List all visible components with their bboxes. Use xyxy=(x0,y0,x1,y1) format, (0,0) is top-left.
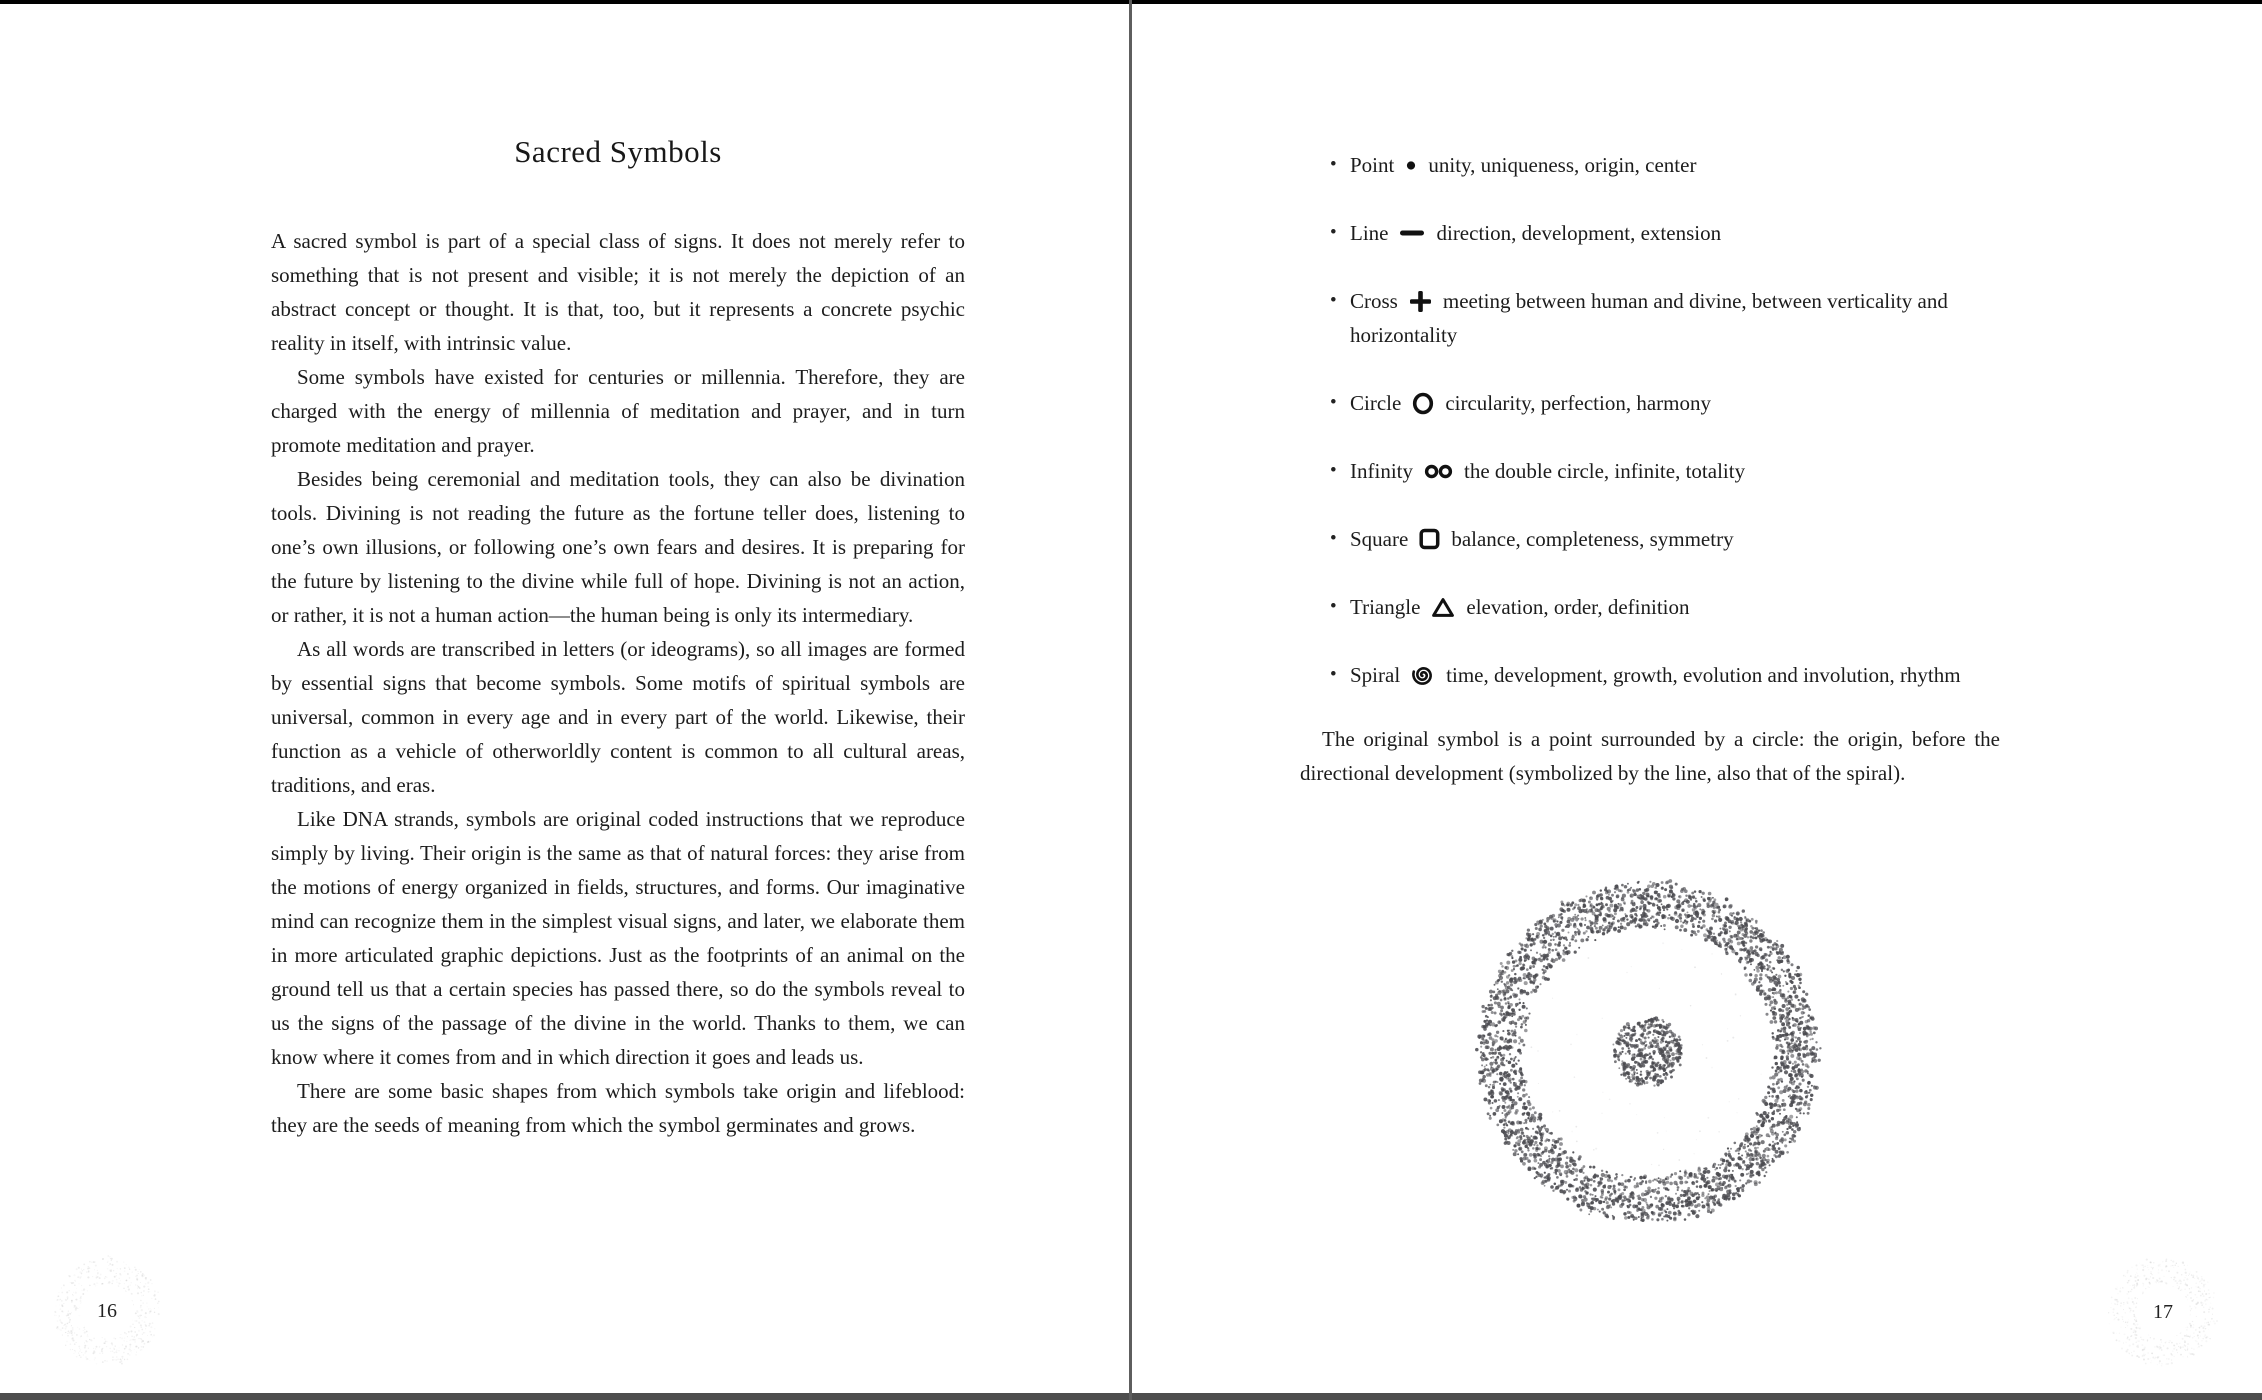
symbol-name: Square xyxy=(1350,527,1409,551)
symbol-list-item xyxy=(1330,216,2000,250)
bullet-icon: • xyxy=(1330,154,1337,175)
symbol-list-item xyxy=(1330,148,2000,182)
symbol-list-item xyxy=(1330,454,2000,488)
bullet-icon: • xyxy=(1330,222,1337,243)
symbol-name: Cross xyxy=(1350,289,1398,313)
bullet-icon: • xyxy=(1330,290,1337,311)
cross-symbol-icon xyxy=(1409,290,1432,313)
symbol-name: Circle xyxy=(1350,391,1402,415)
bullet-icon: • xyxy=(1330,664,1337,685)
infinity-symbol-icon xyxy=(1424,464,1453,479)
symbol-description: the double circle, infinite, totality xyxy=(1464,459,1746,483)
symbol-list-item xyxy=(1330,590,2000,624)
page-number: 17 xyxy=(2153,1300,2173,1323)
page-gutter-divider xyxy=(1129,0,1132,1400)
page-number-left-wrap xyxy=(47,1251,167,1371)
triangle-symbol-icon xyxy=(1431,597,1455,618)
page-title: Sacred Symbols xyxy=(514,134,722,169)
spiral-symbol-icon xyxy=(1411,663,1435,687)
symbol-description: balance, completeness, symmetry xyxy=(1451,527,1734,551)
symbol-list-item xyxy=(1330,658,2000,692)
paragraph: A sacred symbol is part of a special class of signs. It does not merely refer to something that is not present and visible; it is not merely the depiction of an abstract concept or thought. It is that, too, but it represents a concrete psychic reality in itself, with intrinsic value. xyxy=(271,229,965,355)
symbol-description: circularity, perfection, harmony xyxy=(1445,391,1712,415)
symbol-description: direction, development, extension xyxy=(1436,221,1722,245)
bullet-icon: • xyxy=(1330,392,1337,413)
symbol-name: Spiral xyxy=(1350,663,1401,687)
paragraph: Besides being ceremonial and meditation tools, they can also be divination tools. Divining is not reading the future as the fortune teller does, listening to one’s own illusions, or following one’s own fears and desires. It is preparing for the future by listening to the divine while full of hope. Divining is not an action, or rather, it is not a human action—the human being is only its intermediary. xyxy=(271,467,965,627)
paragraph: As all words are transcribed in letters (or ideograms), so all images are formed by essential signs that become symbols. Some motifs of spiritual symbols are universal, common in every age and in every part of the world. Likewise, their function as a vehicle of otherworldly content is common to all cultural areas, traditions, and eras. xyxy=(271,637,965,797)
symbol-name: Line xyxy=(1350,221,1389,245)
symbol-name: Infinity xyxy=(1350,459,1413,483)
symbol-name: Triangle xyxy=(1350,595,1421,619)
symbol-description: time, development, growth, evolution and involution, rhythm xyxy=(1446,663,1961,687)
symbol-list-item xyxy=(1330,386,2000,420)
bullet-icon: • xyxy=(1330,460,1337,481)
symbol-name: Point xyxy=(1350,153,1395,177)
page-number-right-wrap xyxy=(2103,1252,2223,1372)
symbol-list-item xyxy=(1330,522,2000,556)
paragraph: There are some basic shapes from which symbols take origin and lifeblood: they are the seeds of meaning from which the symbol germinates and grows. xyxy=(271,1079,965,1137)
symbol-list-item xyxy=(1330,284,2000,352)
point-in-circle-figure xyxy=(1448,852,1848,1252)
symbol-description: meeting between human and divine, between verticality and horizontality xyxy=(1350,289,1948,347)
bullet-icon: • xyxy=(1330,528,1337,549)
square-symbol-icon xyxy=(1419,528,1440,550)
line-symbol-icon xyxy=(1399,229,1425,237)
bullet-icon: • xyxy=(1330,596,1337,617)
symbol-description: elevation, order, definition xyxy=(1466,595,1690,619)
right-page-text-block xyxy=(1300,148,2000,790)
left-page-text-block xyxy=(271,134,965,1142)
symbol-list xyxy=(1330,148,2000,692)
circle-symbol-icon xyxy=(1412,392,1434,415)
paragraph: Like DNA strands, symbols are original coded instructions that we reproduce simply by living. Their origin is the same as that of natural forces: they arise from the motions of energy organized in fields, structures, and forms. Our imaginative mind can recognize them in the simplest visual signs, and later, we elaborate them in more articulated graphic depictions. Just as the footprints of an animal on the ground tell us that a certain species has passed there, so do the symbols reveal to us the signs of the passage of the divine in the world. Thanks to them, we can know where it comes from and in which direction it goes and leads us. xyxy=(271,807,965,1069)
point-symbol-icon xyxy=(1405,159,1417,171)
paragraph: Some symbols have existed for centuries or millennia. Therefore, they are charged with the energy of millennia of meditation and prayer, and in turn promote meditation and prayer. xyxy=(271,365,965,457)
page-number: 16 xyxy=(97,1299,117,1322)
closing-paragraph: The original symbol is a point surrounded by a circle: the origin, before the directional development (symbolized by the line, also that of the spiral). xyxy=(1300,727,2000,785)
symbol-description: unity, uniqueness, origin, center xyxy=(1428,153,1697,177)
